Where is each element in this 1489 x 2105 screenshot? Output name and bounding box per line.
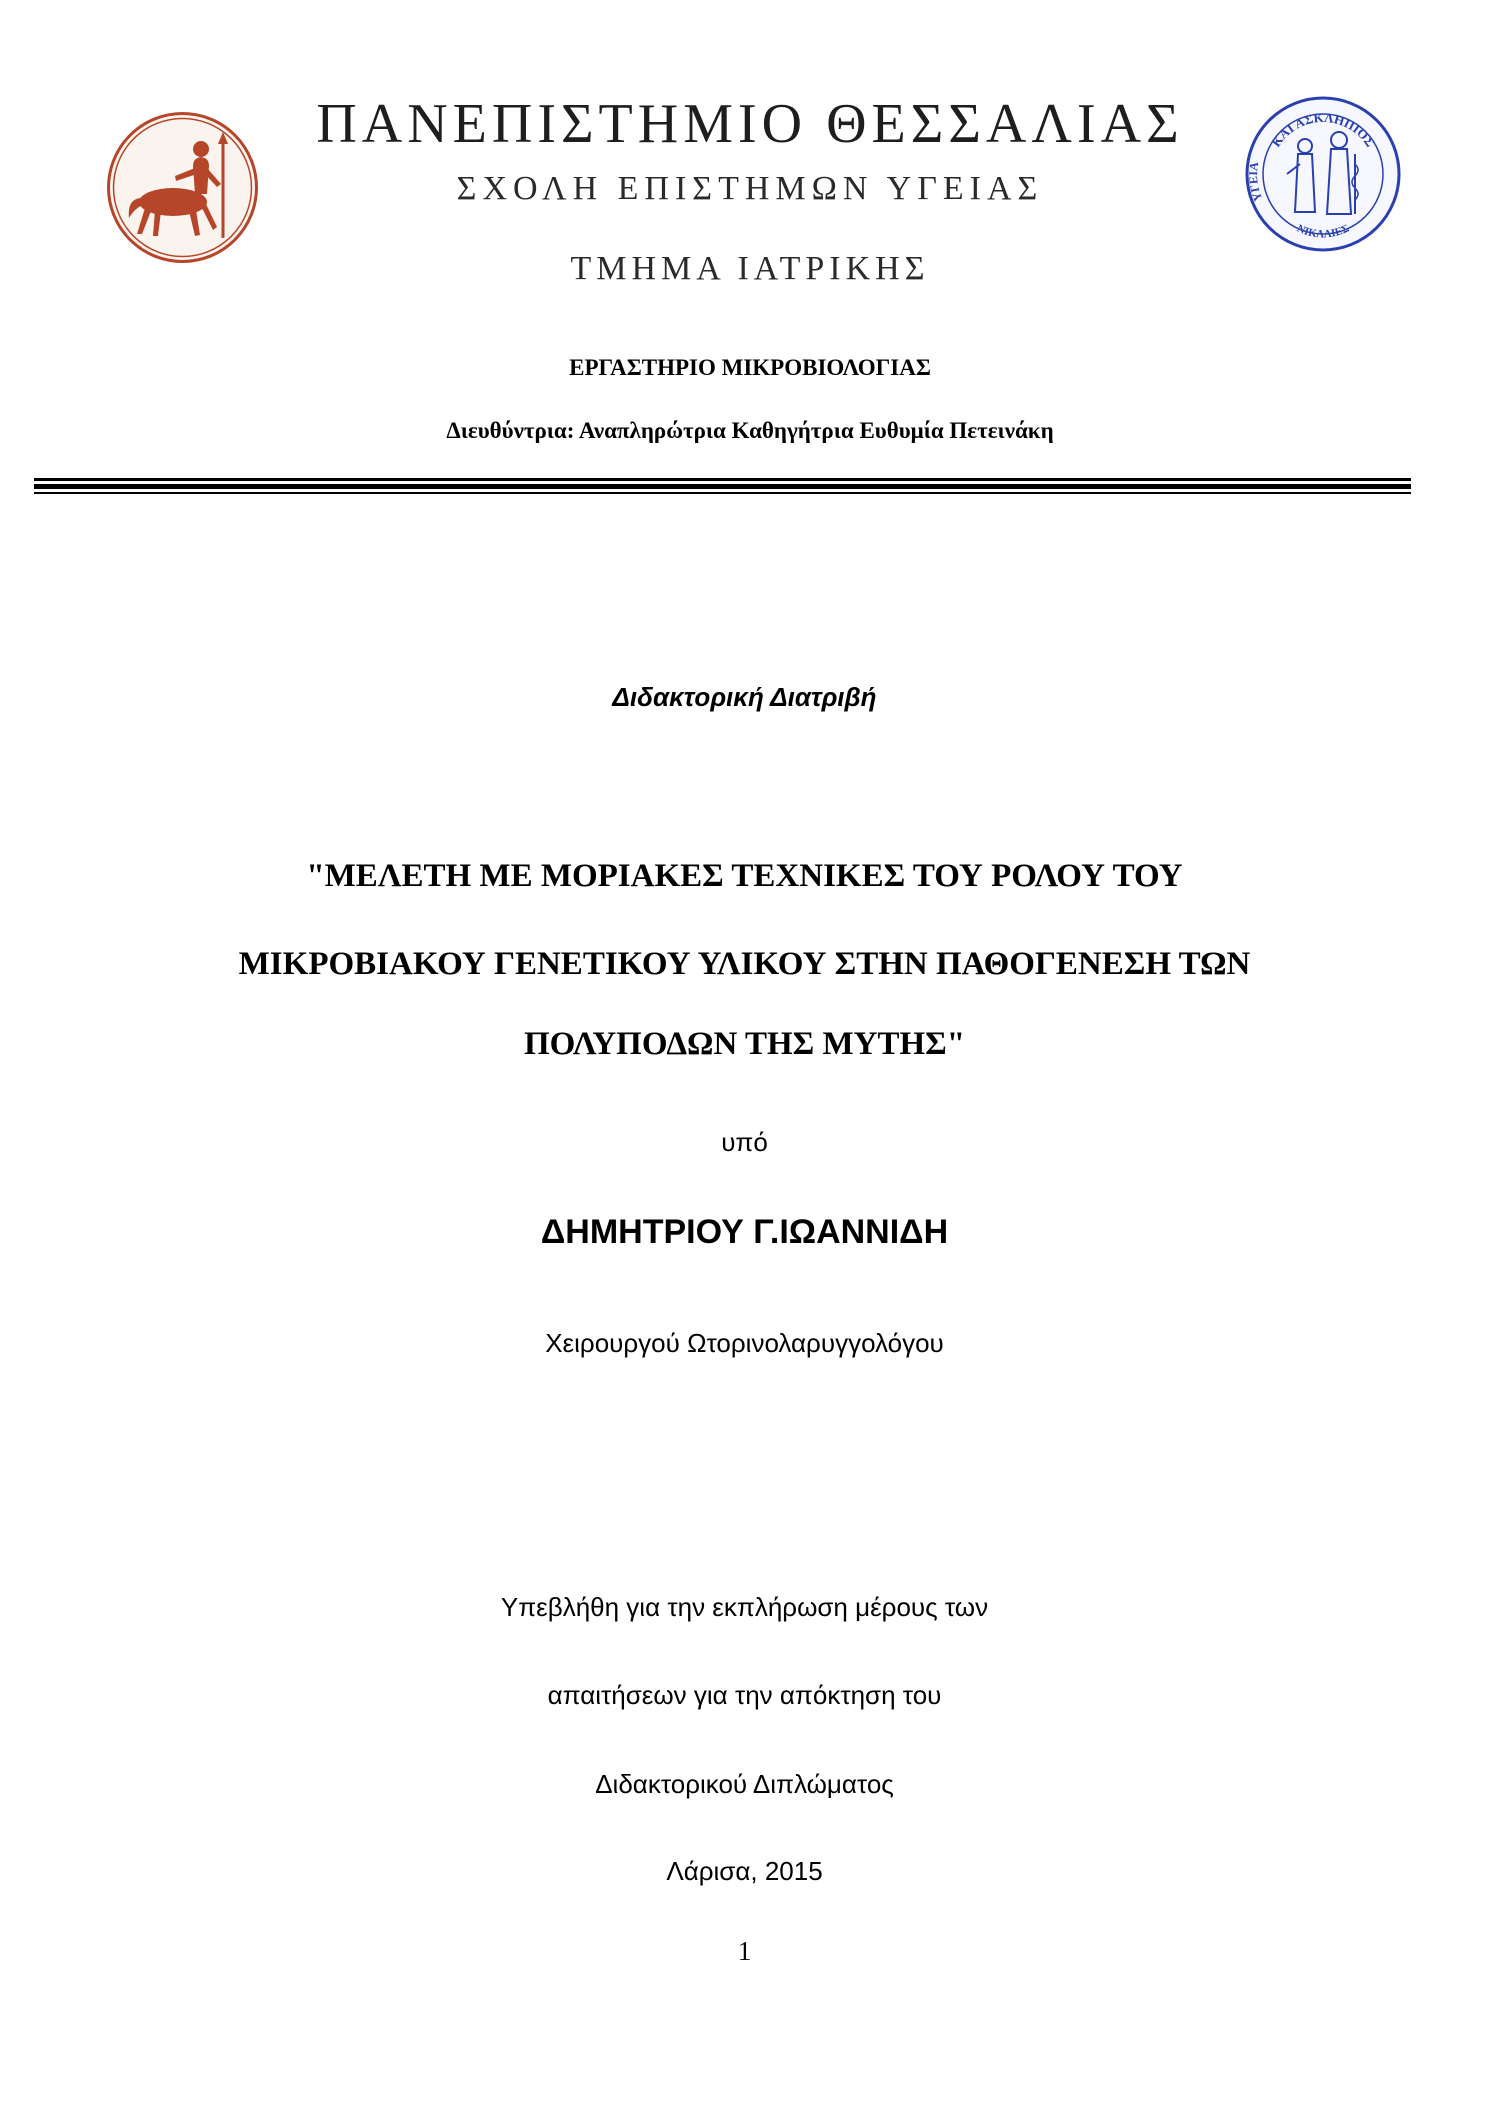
submission-line-2: απαιτήσεων για την απόκτηση του	[547, 1680, 942, 1710]
school-name: ΣΧΟΛΗ ΕΠΙΣΤΗΜΩΝ ΥΓΕΙΑΣ	[456, 170, 1044, 207]
seal-text-bottom: ΝΙΚΛΛΙΕΣ	[1295, 222, 1351, 241]
seal-text-left: ΥΓΕΙΑ	[1246, 161, 1266, 204]
seal-text-top: ΚΑΙ ΑΣΚΛΗΠΙΟΣ	[1268, 109, 1378, 150]
university-seal-left	[105, 110, 260, 265]
submission-line-1: Υπεβλήθη για την εκπλήρωση μέρους των	[500, 1592, 989, 1622]
department-name: ΤΜΗΜΑ ΙΑΤΡΙΚΗΣ	[570, 250, 930, 287]
university-name: ΠΑΝΕΠΙΣΤΗΜΙΟ ΘΕΣΣΑΛΙΑΣ	[316, 93, 1184, 155]
author-name: ΔΗΜΗΤΡΙΟΥ Γ.ΙΩΑΝΝΙΔΗ	[540, 1213, 949, 1251]
submission-line-3: Διδακτορικού Διπλώματος	[595, 1769, 894, 1799]
asklepios-seal-icon	[1243, 94, 1403, 254]
header-divider-bottom	[34, 492, 1411, 494]
thesis-title-line-2: ΜΙΚΡΟΒΙΑΚΟΥ ΓΕΝΕΤΙΚΟΥ ΥΛΙΚΟΥ ΣΤΗΝ ΠΑΘΟΓΕΝΕΣΗ ΤΩΝ	[238, 946, 1251, 982]
header-divider-middle	[34, 484, 1411, 489]
thesis-title-line-3: ΠΟΛΥΠΟΔΩΝ ΤΗΣ ΜΥΤΗΣ"	[523, 1026, 966, 1062]
director-line: Διευθύντρια: Αναπληρώτρια Καθηγήτρια Ευθυμία Πετεινάκη	[446, 418, 1054, 443]
by-label: υπό	[721, 1127, 768, 1157]
page-number: 1	[737, 1936, 752, 1966]
author-title: Χειρουργού Ωτορινολαρυγγολόγου	[545, 1328, 944, 1358]
laboratory-name: ΕΡΓΑΣΤΗΡΙΟ ΜΙΚΡΟΒΙΟΛΟΓΙΑΣ	[569, 355, 931, 380]
university-seal-right	[1243, 94, 1403, 254]
centaur-seal-icon	[105, 110, 260, 265]
header-divider-top	[34, 478, 1411, 481]
place-date: Λάρισα, 2015	[666, 1856, 823, 1886]
thesis-type: Διδακτορική Διατριβή	[612, 682, 877, 712]
thesis-title-line-1: "ΜΕΛΕΤΗ ΜΕ ΜΟΡΙΑΚΕΣ ΤΕΧΝΙΚΕΣ ΤΟΥ ΡΟΛΟΥ ΤΟΥ	[306, 858, 1183, 894]
